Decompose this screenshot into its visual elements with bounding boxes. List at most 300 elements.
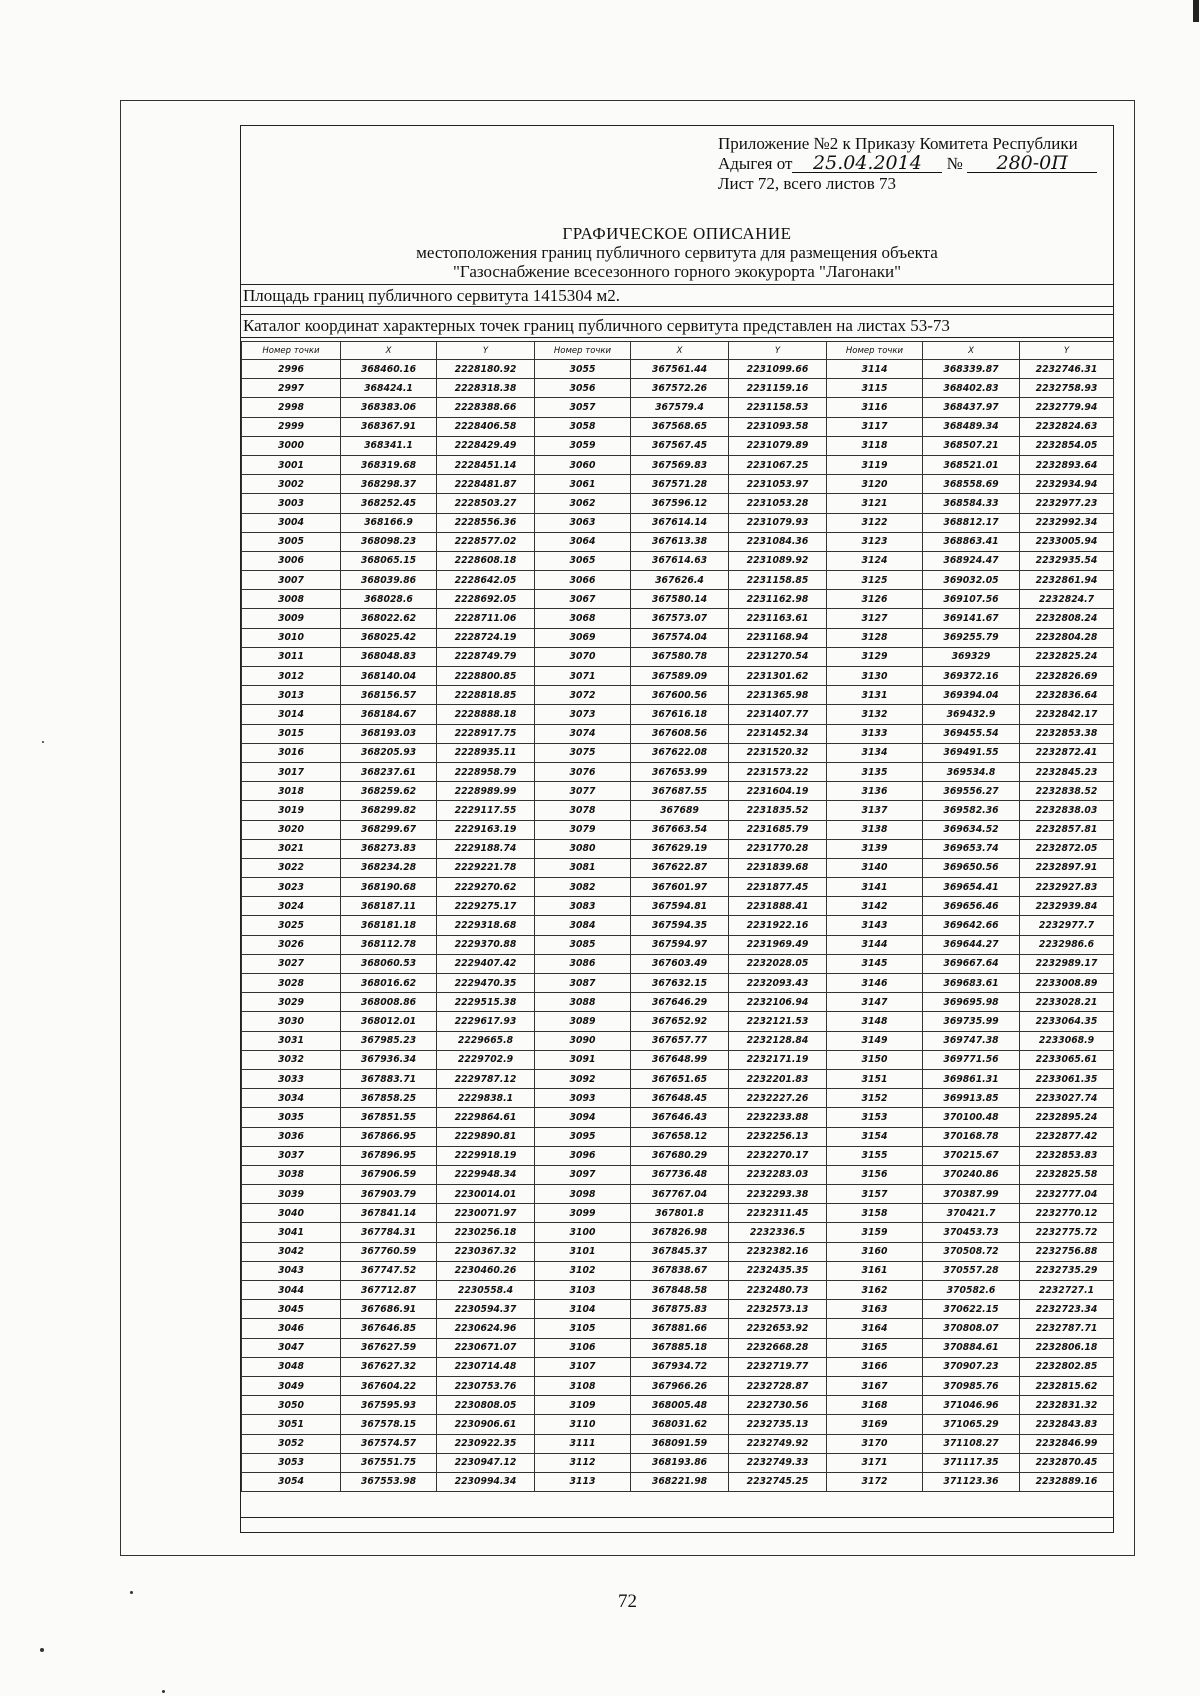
- y-coordinate-cell: 2232171.19: [729, 1050, 827, 1069]
- point-number-cell: 3120: [827, 475, 923, 494]
- y-coordinate-cell: 2231053.97: [729, 475, 827, 494]
- x-coordinate-cell: 367966.26: [631, 1376, 729, 1395]
- point-number-cell: 3055: [535, 360, 631, 379]
- x-coordinate-cell: 368259.62: [341, 782, 437, 801]
- point-number-cell: 3011: [242, 647, 341, 666]
- point-number-cell: 3049: [242, 1376, 341, 1395]
- x-coordinate-cell: 367687.55: [631, 782, 729, 801]
- y-coordinate-cell: 2232311.45: [729, 1204, 827, 1223]
- x-coordinate-cell: 368091.59: [631, 1434, 729, 1453]
- x-coordinate-cell: 369141.67: [923, 609, 1020, 628]
- y-coordinate-cell: 2232853.83: [1020, 1146, 1114, 1165]
- x-coordinate-cell: 368298.37: [341, 475, 437, 494]
- point-number-cell: 3109: [535, 1396, 631, 1415]
- point-number-cell: 3141: [827, 878, 923, 897]
- x-coordinate-cell: 367883.71: [341, 1069, 437, 1088]
- point-number-cell: 3138: [827, 820, 923, 839]
- table-row: [242, 494, 1114, 513]
- x-coordinate-cell: 369372.16: [923, 667, 1020, 686]
- x-coordinate-cell: 367627.32: [341, 1357, 437, 1376]
- table-row: [242, 801, 1114, 820]
- point-number-cell: 3085: [535, 935, 631, 954]
- y-coordinate-cell: 2231079.93: [729, 513, 827, 532]
- x-coordinate-cell: 368437.97: [923, 398, 1020, 417]
- x-coordinate-cell: 368319.68: [341, 455, 437, 474]
- sheet-info: Лист 72, всего листов 73: [718, 174, 896, 193]
- x-coordinate-cell: 367651.65: [631, 1069, 729, 1088]
- y-coordinate-cell: 2232283.03: [729, 1165, 827, 1184]
- point-number-cell: 3092: [535, 1069, 631, 1088]
- x-coordinate-cell: 368221.98: [631, 1472, 729, 1491]
- table-row: [242, 1089, 1114, 1108]
- x-coordinate-cell: 368507.21: [923, 436, 1020, 455]
- x-coordinate-cell: 369634.52: [923, 820, 1020, 839]
- y-coordinate-cell: 2232808.24: [1020, 609, 1114, 628]
- point-number-cell: 3060: [535, 455, 631, 474]
- x-coordinate-cell: 370622.15: [923, 1300, 1020, 1319]
- x-coordinate-cell: 367648.99: [631, 1050, 729, 1069]
- x-coordinate-cell: 369032.05: [923, 571, 1020, 590]
- x-coordinate-cell: 369653.74: [923, 839, 1020, 858]
- point-number-cell: 3165: [827, 1338, 923, 1357]
- table-row: [242, 1338, 1114, 1357]
- column-header: Y: [437, 342, 535, 360]
- table-row: [242, 724, 1114, 743]
- point-number-cell: 3036: [242, 1127, 341, 1146]
- x-coordinate-cell: 368299.67: [341, 820, 437, 839]
- point-number-cell: 3067: [535, 590, 631, 609]
- table-row: [242, 1357, 1114, 1376]
- point-number-cell: 3156: [827, 1165, 923, 1184]
- point-number-cell: 3047: [242, 1338, 341, 1357]
- point-number-cell: 3102: [535, 1261, 631, 1280]
- y-coordinate-cell: 2232934.94: [1020, 475, 1114, 494]
- table-row: [242, 1434, 1114, 1453]
- y-coordinate-cell: 2230624.96: [437, 1319, 535, 1338]
- point-number-cell: 3088: [535, 993, 631, 1012]
- x-coordinate-cell: 367851.55: [341, 1108, 437, 1127]
- x-coordinate-cell: 367629.19: [631, 839, 729, 858]
- point-number-cell: 3091: [535, 1050, 631, 1069]
- x-coordinate-cell: 367604.22: [341, 1376, 437, 1395]
- x-coordinate-cell: 369654.41: [923, 878, 1020, 897]
- header-box: [241, 126, 1113, 285]
- y-coordinate-cell: 2231079.89: [729, 436, 827, 455]
- point-number-cell: 3110: [535, 1415, 631, 1434]
- point-number-cell: 3037: [242, 1146, 341, 1165]
- point-number-cell: 3130: [827, 667, 923, 686]
- x-coordinate-cell: 367578.15: [341, 1415, 437, 1434]
- y-coordinate-cell: 2232843.83: [1020, 1415, 1114, 1434]
- x-coordinate-cell: 367652.92: [631, 1012, 729, 1031]
- y-coordinate-cell: 2232895.24: [1020, 1108, 1114, 1127]
- point-number-cell: 3068: [535, 609, 631, 628]
- x-coordinate-cell: 369913.85: [923, 1089, 1020, 1108]
- y-coordinate-cell: 2231969.49: [729, 935, 827, 954]
- x-coordinate-cell: 367936.34: [341, 1050, 437, 1069]
- point-number-cell: 3021: [242, 839, 341, 858]
- table-row: [242, 1012, 1114, 1031]
- x-coordinate-cell: 368022.62: [341, 609, 437, 628]
- y-coordinate-cell: 2232256.13: [729, 1127, 827, 1146]
- x-coordinate-cell: 367689: [631, 801, 729, 820]
- point-number-cell: 3083: [535, 897, 631, 916]
- y-coordinate-cell: 2228180.92: [437, 360, 535, 379]
- y-coordinate-cell: 2229470.35: [437, 974, 535, 993]
- document-subtitle: местоположения границ публичного сервитута для размещения объекта: [416, 243, 938, 262]
- point-number-cell: 3012: [242, 667, 341, 686]
- point-number-cell: 3127: [827, 609, 923, 628]
- point-number-cell: 3030: [242, 1012, 341, 1031]
- column-header: Номер точки: [827, 342, 923, 360]
- y-coordinate-cell: 2229117.55: [437, 801, 535, 820]
- y-coordinate-cell: 2232382.16: [729, 1242, 827, 1261]
- x-coordinate-cell: 367573.07: [631, 609, 729, 628]
- x-coordinate-cell: 369650.56: [923, 858, 1020, 877]
- point-number-cell: 3098: [535, 1185, 631, 1204]
- y-coordinate-cell: 2232826.69: [1020, 667, 1114, 686]
- x-coordinate-cell: 367885.18: [631, 1338, 729, 1357]
- point-number-cell: 3154: [827, 1127, 923, 1146]
- point-number-cell: 3135: [827, 762, 923, 781]
- point-number-cell: 3022: [242, 858, 341, 877]
- point-number-cell: 3035: [242, 1108, 341, 1127]
- point-number-cell: 3018: [242, 782, 341, 801]
- point-number-cell: 3152: [827, 1089, 923, 1108]
- y-coordinate-cell: 2232836.64: [1020, 686, 1114, 705]
- y-coordinate-cell: 2232746.31: [1020, 360, 1114, 379]
- x-coordinate-cell: 367616.18: [631, 705, 729, 724]
- point-number-cell: 3089: [535, 1012, 631, 1031]
- table-row: [242, 974, 1114, 993]
- y-coordinate-cell: 2231573.22: [729, 762, 827, 781]
- point-number-cell: 3140: [827, 858, 923, 877]
- point-number-cell: 3100: [535, 1223, 631, 1242]
- y-coordinate-cell: 2232872.05: [1020, 839, 1114, 858]
- x-coordinate-cell: 367646.29: [631, 993, 729, 1012]
- x-coordinate-cell: 368339.87: [923, 360, 1020, 379]
- point-number-cell: 3046: [242, 1319, 341, 1338]
- x-coordinate-cell: 367571.28: [631, 475, 729, 494]
- x-coordinate-cell: 368048.83: [341, 647, 437, 666]
- x-coordinate-cell: 369432.9: [923, 705, 1020, 724]
- point-number-cell: 3069: [535, 628, 631, 647]
- y-coordinate-cell: 2231922.16: [729, 916, 827, 935]
- x-coordinate-cell: 367579.4: [631, 398, 729, 417]
- x-coordinate-cell: 369255.79: [923, 628, 1020, 647]
- y-coordinate-cell: 2231162.98: [729, 590, 827, 609]
- y-coordinate-cell: 2233008.89: [1020, 974, 1114, 993]
- y-coordinate-cell: 2231159.16: [729, 379, 827, 398]
- point-number-cell: 3065: [535, 551, 631, 570]
- y-coordinate-cell: 2228481.87: [437, 475, 535, 494]
- point-number-cell: 2999: [242, 417, 341, 436]
- x-coordinate-cell: 367626.4: [631, 571, 729, 590]
- point-number-cell: 3126: [827, 590, 923, 609]
- x-coordinate-cell: 370808.07: [923, 1319, 1020, 1338]
- y-coordinate-cell: 2229918.19: [437, 1146, 535, 1165]
- y-coordinate-cell: 2231770.28: [729, 839, 827, 858]
- y-coordinate-cell: 2232806.18: [1020, 1338, 1114, 1357]
- x-coordinate-cell: 369534.8: [923, 762, 1020, 781]
- y-coordinate-cell: 2229838.1: [437, 1089, 535, 1108]
- x-coordinate-cell: 367845.37: [631, 1242, 729, 1261]
- table-row: [242, 1261, 1114, 1280]
- point-number-cell: 3146: [827, 974, 923, 993]
- y-coordinate-cell: 2230367.32: [437, 1242, 535, 1261]
- y-coordinate-cell: 2232735.29: [1020, 1261, 1114, 1280]
- point-number-cell: 3125: [827, 571, 923, 590]
- point-number-cell: 3028: [242, 974, 341, 993]
- y-coordinate-cell: 2232270.17: [729, 1146, 827, 1165]
- table-row: [242, 1050, 1114, 1069]
- table-row: [242, 667, 1114, 686]
- y-coordinate-cell: 2232336.5: [729, 1223, 827, 1242]
- column-header: X: [341, 342, 437, 360]
- point-number-cell: 3105: [535, 1319, 631, 1338]
- y-coordinate-cell: 2232889.16: [1020, 1472, 1114, 1491]
- point-number-cell: 3121: [827, 494, 923, 513]
- table-row: [242, 609, 1114, 628]
- x-coordinate-cell: 370582.6: [923, 1281, 1020, 1300]
- y-coordinate-cell: 2229318.68: [437, 916, 535, 935]
- table-row: [242, 993, 1114, 1012]
- point-number-cell: 3073: [535, 705, 631, 724]
- y-coordinate-cell: 2231839.68: [729, 858, 827, 877]
- y-coordinate-cell: 2229702.9: [437, 1050, 535, 1069]
- table-row: [242, 532, 1114, 551]
- x-coordinate-cell: 371065.29: [923, 1415, 1020, 1434]
- y-coordinate-cell: 2231407.77: [729, 705, 827, 724]
- point-number-cell: 3159: [827, 1223, 923, 1242]
- point-number-cell: 3054: [242, 1472, 341, 1491]
- x-coordinate-cell: 371046.96: [923, 1396, 1020, 1415]
- y-coordinate-cell: 2231053.28: [729, 494, 827, 513]
- point-number-cell: 3063: [535, 513, 631, 532]
- point-number-cell: 3114: [827, 360, 923, 379]
- table-row: [242, 1472, 1114, 1491]
- table-row: [242, 1185, 1114, 1204]
- point-number-cell: 3087: [535, 974, 631, 993]
- x-coordinate-cell: 370215.67: [923, 1146, 1020, 1165]
- x-coordinate-cell: 369747.38: [923, 1031, 1020, 1050]
- point-number-cell: 3019: [242, 801, 341, 820]
- x-coordinate-cell: 369107.56: [923, 590, 1020, 609]
- table-row: [242, 705, 1114, 724]
- point-number-cell: 3007: [242, 571, 341, 590]
- y-coordinate-cell: 2232730.56: [729, 1396, 827, 1415]
- y-coordinate-cell: 2231877.45: [729, 878, 827, 897]
- point-number-cell: 3134: [827, 743, 923, 762]
- point-number-cell: 3139: [827, 839, 923, 858]
- table-row: [242, 436, 1114, 455]
- point-number-cell: 3129: [827, 647, 923, 666]
- y-coordinate-cell: 2233028.21: [1020, 993, 1114, 1012]
- column-header: Номер точки: [535, 342, 631, 360]
- point-number-cell: 3106: [535, 1338, 631, 1357]
- y-coordinate-cell: 2231520.32: [729, 743, 827, 762]
- y-coordinate-cell: 2232846.99: [1020, 1434, 1114, 1453]
- x-coordinate-cell: 368039.86: [341, 571, 437, 590]
- y-coordinate-cell: 2232872.41: [1020, 743, 1114, 762]
- point-number-cell: 3107: [535, 1357, 631, 1376]
- bottom-strip: [241, 1517, 1113, 1532]
- table-row: [242, 571, 1114, 590]
- table-row: [242, 897, 1114, 916]
- point-number-cell: 3015: [242, 724, 341, 743]
- table-row: [242, 1319, 1114, 1338]
- point-number-cell: 2997: [242, 379, 341, 398]
- appendix-number-label: №: [946, 154, 963, 173]
- y-coordinate-cell: 2232877.42: [1020, 1127, 1114, 1146]
- y-coordinate-cell: 2232986.6: [1020, 935, 1114, 954]
- table-row: [242, 590, 1114, 609]
- y-coordinate-cell: 2232802.85: [1020, 1357, 1114, 1376]
- point-number-cell: 3029: [242, 993, 341, 1012]
- point-number-cell: 3123: [827, 532, 923, 551]
- point-number-cell: 3172: [827, 1472, 923, 1491]
- y-coordinate-cell: 2231067.25: [729, 455, 827, 474]
- table-row: [242, 513, 1114, 532]
- y-coordinate-cell: 2232121.53: [729, 1012, 827, 1031]
- point-number-cell: 3043: [242, 1261, 341, 1280]
- point-number-cell: 3059: [535, 436, 631, 455]
- y-coordinate-cell: 2232093.43: [729, 974, 827, 993]
- point-number-cell: 3137: [827, 801, 923, 820]
- y-coordinate-cell: 2231099.66: [729, 360, 827, 379]
- x-coordinate-cell: 367600.56: [631, 686, 729, 705]
- y-coordinate-cell: 2232779.94: [1020, 398, 1114, 417]
- y-coordinate-cell: 2232719.77: [729, 1357, 827, 1376]
- point-number-cell: 3024: [242, 897, 341, 916]
- x-coordinate-cell: 369642.66: [923, 916, 1020, 935]
- table-row: [242, 417, 1114, 436]
- point-number-cell: 3101: [535, 1242, 631, 1261]
- x-coordinate-cell: 367551.75: [341, 1453, 437, 1472]
- y-coordinate-cell: 2232777.04: [1020, 1185, 1114, 1204]
- table-row: [242, 1165, 1114, 1184]
- x-coordinate-cell: 367760.59: [341, 1242, 437, 1261]
- point-number-cell: 3097: [535, 1165, 631, 1184]
- appendix-reference: [718, 134, 1110, 194]
- point-number-cell: 3005: [242, 532, 341, 551]
- point-number-cell: 3168: [827, 1396, 923, 1415]
- y-coordinate-cell: 2229864.61: [437, 1108, 535, 1127]
- point-number-cell: 3062: [535, 494, 631, 513]
- x-coordinate-cell: 367712.87: [341, 1281, 437, 1300]
- y-coordinate-cell: 2230558.4: [437, 1281, 535, 1300]
- point-number-cell: 3014: [242, 705, 341, 724]
- x-coordinate-cell: 367580.14: [631, 590, 729, 609]
- x-coordinate-cell: 367646.43: [631, 1108, 729, 1127]
- point-number-cell: 3008: [242, 590, 341, 609]
- point-number-cell: 3133: [827, 724, 923, 743]
- y-coordinate-cell: 2232723.34: [1020, 1300, 1114, 1319]
- y-coordinate-cell: 2230947.12: [437, 1453, 535, 1472]
- point-number-cell: 3142: [827, 897, 923, 916]
- point-number-cell: 3027: [242, 954, 341, 973]
- x-coordinate-cell: 367553.98: [341, 1472, 437, 1491]
- x-coordinate-cell: 369329: [923, 647, 1020, 666]
- y-coordinate-cell: 2231093.58: [729, 417, 827, 436]
- x-coordinate-cell: 367747.52: [341, 1261, 437, 1280]
- point-number-cell: 3076: [535, 762, 631, 781]
- point-number-cell: 3013: [242, 686, 341, 705]
- x-coordinate-cell: 370421.7: [923, 1204, 1020, 1223]
- x-coordinate-cell: 367622.08: [631, 743, 729, 762]
- point-number-cell: 3078: [535, 801, 631, 820]
- x-coordinate-cell: 367646.85: [341, 1319, 437, 1338]
- x-coordinate-cell: 370884.61: [923, 1338, 1020, 1357]
- x-coordinate-cell: 368584.33: [923, 494, 1020, 513]
- appendix-line1: Приложение №2 к Приказу Комитета Республики: [718, 134, 1078, 153]
- coordinates-table: [241, 341, 1114, 1492]
- y-coordinate-cell: 2232480.73: [729, 1281, 827, 1300]
- y-coordinate-cell: 2232824.63: [1020, 417, 1114, 436]
- x-coordinate-cell: 368005.48: [631, 1396, 729, 1415]
- y-coordinate-cell: 2231270.54: [729, 647, 827, 666]
- y-coordinate-cell: 2231301.62: [729, 667, 827, 686]
- table-row: [242, 628, 1114, 647]
- x-coordinate-cell: 368031.62: [631, 1415, 729, 1434]
- point-number-cell: 3132: [827, 705, 923, 724]
- y-coordinate-cell: 2232815.62: [1020, 1376, 1114, 1395]
- y-coordinate-cell: 2232977.23: [1020, 494, 1114, 513]
- x-coordinate-cell: 367848.58: [631, 1281, 729, 1300]
- y-coordinate-cell: 2228917.75: [437, 724, 535, 743]
- y-coordinate-cell: 2232745.25: [729, 1472, 827, 1491]
- x-coordinate-cell: 367574.04: [631, 628, 729, 647]
- point-number-cell: 3111: [535, 1434, 631, 1453]
- point-number-cell: 3145: [827, 954, 923, 973]
- point-number-cell: 3150: [827, 1050, 923, 1069]
- table-row: [242, 954, 1114, 973]
- y-coordinate-cell: 2232775.72: [1020, 1223, 1114, 1242]
- x-coordinate-cell: 367663.54: [631, 820, 729, 839]
- x-coordinate-cell: 368521.01: [923, 455, 1020, 474]
- document-title: ГРАФИЧЕСКОЕ ОПИСАНИЕ: [562, 224, 792, 243]
- table-row: [242, 686, 1114, 705]
- appendix-line2-prefix: Адыгея от: [718, 154, 793, 173]
- x-coordinate-cell: 370508.72: [923, 1242, 1020, 1261]
- point-number-cell: 3051: [242, 1415, 341, 1434]
- y-coordinate-cell: 2228608.18: [437, 551, 535, 570]
- y-coordinate-cell: 2232857.81: [1020, 820, 1114, 839]
- x-coordinate-cell: 369683.61: [923, 974, 1020, 993]
- table-row: [242, 360, 1114, 379]
- x-coordinate-cell: 367653.99: [631, 762, 729, 781]
- point-number-cell: 3004: [242, 513, 341, 532]
- y-coordinate-cell: 2231365.98: [729, 686, 827, 705]
- x-coordinate-cell: 368460.16: [341, 360, 437, 379]
- table-row: [242, 762, 1114, 781]
- x-coordinate-cell: 367686.91: [341, 1300, 437, 1319]
- table-row: [242, 916, 1114, 935]
- x-coordinate-cell: 367561.44: [631, 360, 729, 379]
- x-coordinate-cell: 367595.93: [341, 1396, 437, 1415]
- table-row: [242, 1300, 1114, 1319]
- x-coordinate-cell: 368193.03: [341, 724, 437, 743]
- point-number-cell: 2996: [242, 360, 341, 379]
- y-coordinate-cell: 2232106.94: [729, 993, 827, 1012]
- x-coordinate-cell: 368558.69: [923, 475, 1020, 494]
- scan-edge-mark: [1193, 0, 1199, 22]
- point-number-cell: 3075: [535, 743, 631, 762]
- y-coordinate-cell: 2232824.7: [1020, 590, 1114, 609]
- title-block: [241, 224, 1113, 281]
- table-row: [242, 1204, 1114, 1223]
- y-coordinate-cell: 2232787.71: [1020, 1319, 1114, 1338]
